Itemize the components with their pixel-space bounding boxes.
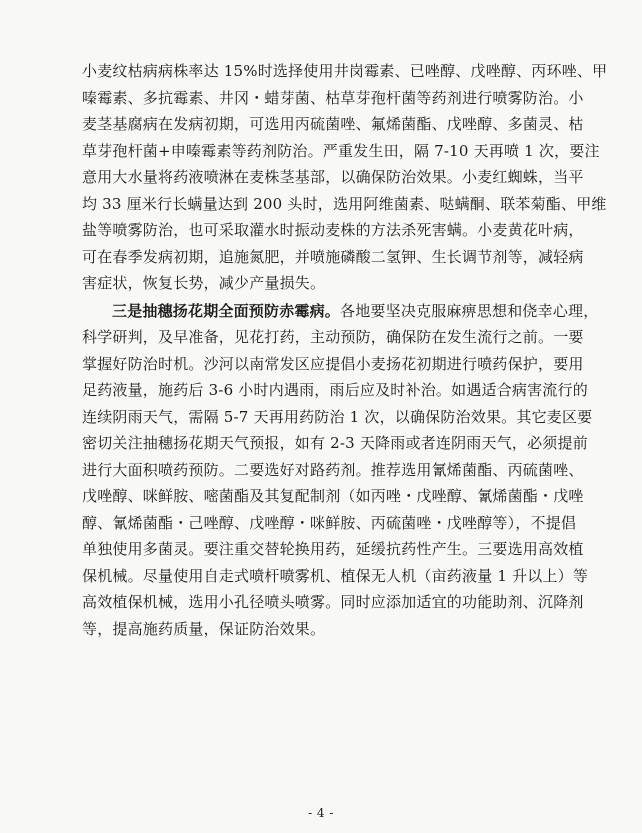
text-line: 盐等喷雾防治，也可采取灌水时振动麦株的方法杀死害螨。小麦黄花叶病， [82,221,584,239]
text-line: 单独使用多菌灵。要注重交替轮换用药，延缓抗药性产生。三要选用高效植 [82,540,584,558]
text-line: 足药液量，施药后 3-6 小时内遇雨，雨后应及时补治。如遇适合病害流行的 [82,381,588,399]
section-first-line [82,298,599,325]
body-text [82,58,608,642]
text-line: 草芽孢杆菌+申嗪霉素等药剂防治。严重发生田，隔 7-10 天再喷 1 次，要注 [82,141,600,160]
text-line: 可在春季发病初期，追施氮肥，并喷施磷酸二氢钾、生长调节剂等，减轻病 [82,247,584,266]
text-line: 意用大水量将药液喷淋在麦株茎基部，以确保防治效果。小麦红蜘蛛，当平 [82,168,584,186]
text-line: 等，提高施药质量，保证防治效果。 [82,619,326,638]
text-line: 麦茎基腐病在发病初期，可选用丙硫菌唑、氟烯菌酯、戊唑醇、多菌灵、枯 [82,115,584,133]
text-line: 密切关注抽穗扬花期天气预报，如有 2-3 天降雨或者连阴雨天气，必须提前 [82,434,588,452]
text-line: 害症状，恢复长势，减少产量损失。 [82,274,326,292]
text-line: 保机械。尽量使用自走式喷杆喷雾机、植保无人机（亩药液量 1 升以上）等 [82,566,589,585]
section-first-line-text: 各地要坚决克服麻痹思想和侥幸心理， [340,301,599,320]
text-line: 戊唑醇、咪鲜胺、嘧菌酯及其复配制剂（如丙唑・戊唑醇、氰烯菌酯・戊唑 [82,487,584,505]
text-line: 嗪霉素、多抗霉素、井冈・蜡芽菌、枯草芽孢杆菌等药剂进行喷雾防治。小 [82,88,584,107]
text-line: 高效植保机械，选用小孔径喷头喷雾。同时应添加适宜的功能助剂、沉降剂 [82,593,584,611]
page-number: - 4 - [308,806,334,820]
section-heading: 三是抽穗扬花期全面预防赤霉病。 [112,301,341,320]
text-line: 小麦纹枯病病株率达 15%时选择使用井岗霉素、已唑醇、戊唑醇、丙环唑、甲 [82,62,608,80]
text-line: 均 33 厘米行长螨量达到 200 头时，选用阿维菌素、哒螨酮、联苯菊酯、甲维 [82,194,607,213]
text-line: 进行大面积喷药预防。二要选好对路药剂。推荐选用氰烯菌酯、丙硫菌唑、 [82,460,584,479]
text-line: 醇、氰烯菌酯・己唑醇、戊唑醇・咪鲜胺、丙硫菌唑・戊唑醇等），不提倡 [82,513,577,532]
text-line: 掌握好防治时机。沙河以南常发区应提倡小麦扬花初期进行喷药保护，要用 [82,354,584,373]
text-line: 连续阴雨天气，需隔 5-7 天再用药防治 1 次，以确保防治效果。其它麦区要 [82,407,593,426]
text-line: 科学研判，及早准备，见花打药，主动预防，确保防在发生流行之前。一要 [82,328,584,346]
